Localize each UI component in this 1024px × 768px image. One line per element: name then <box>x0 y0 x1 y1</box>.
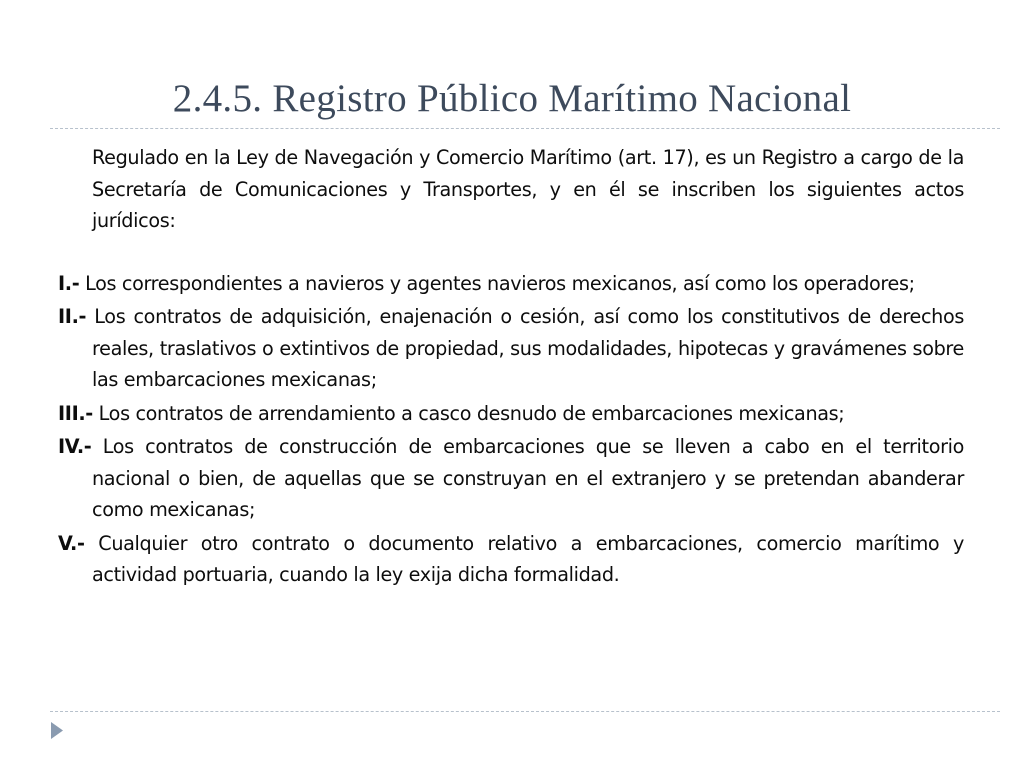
item-number: III.- <box>58 401 93 425</box>
item-number: II.- <box>58 305 87 328</box>
item-number: IV.- <box>58 435 92 458</box>
item-text: Los correspondientes a navieros y agentes navieros mexicanos, así como los operadores; <box>85 271 915 295</box>
list-item <box>58 528 964 591</box>
item-text: Los contratos de arrendamiento a casco desnudo de embarcaciones mexicanas; <box>98 401 845 425</box>
intro-paragraph: Regulado en la Ley de Navegación y Comercio Marítimo (art. 17), es un Registro a cargo de la Secretaría de Comunicaciones y Transportes, y en él se inscriben los siguientes actos jurídicos: <box>92 146 964 232</box>
footer-divider <box>50 711 1000 712</box>
slide-title: 2.4.5. Registro Público Marítimo Nacional <box>172 77 852 120</box>
title-divider <box>50 128 1000 129</box>
list-item <box>58 301 964 396</box>
list-item <box>58 398 964 430</box>
item-number: I.- <box>58 271 80 295</box>
item-text: Cualquier otro contrato o documento relativo a embarcaciones, comercio marítimo y actividad portuaria, cuando la ley exija dicha formalidad. <box>92 531 964 586</box>
item-text: Los contratos de adquisición, enajenación o cesión, así como los constitutivos de derechos reales, traslativos o extintivos de propiedad, sus modalidades, hipotecas y gravámenes sobre las embarcaciones mexicanas; <box>92 305 964 391</box>
play-triangle-icon <box>51 720 65 740</box>
list-item <box>58 431 964 526</box>
list-item <box>58 268 964 300</box>
item-text: Los contratos de construcción de embarcaciones que se lleven a cabo en el territorio nacional o bien, de aquellas que se construyan en el extranjero y se pretendan abanderar como mexicanas; <box>92 435 965 521</box>
item-number: V.- <box>58 531 85 555</box>
slide-body <box>58 142 964 593</box>
